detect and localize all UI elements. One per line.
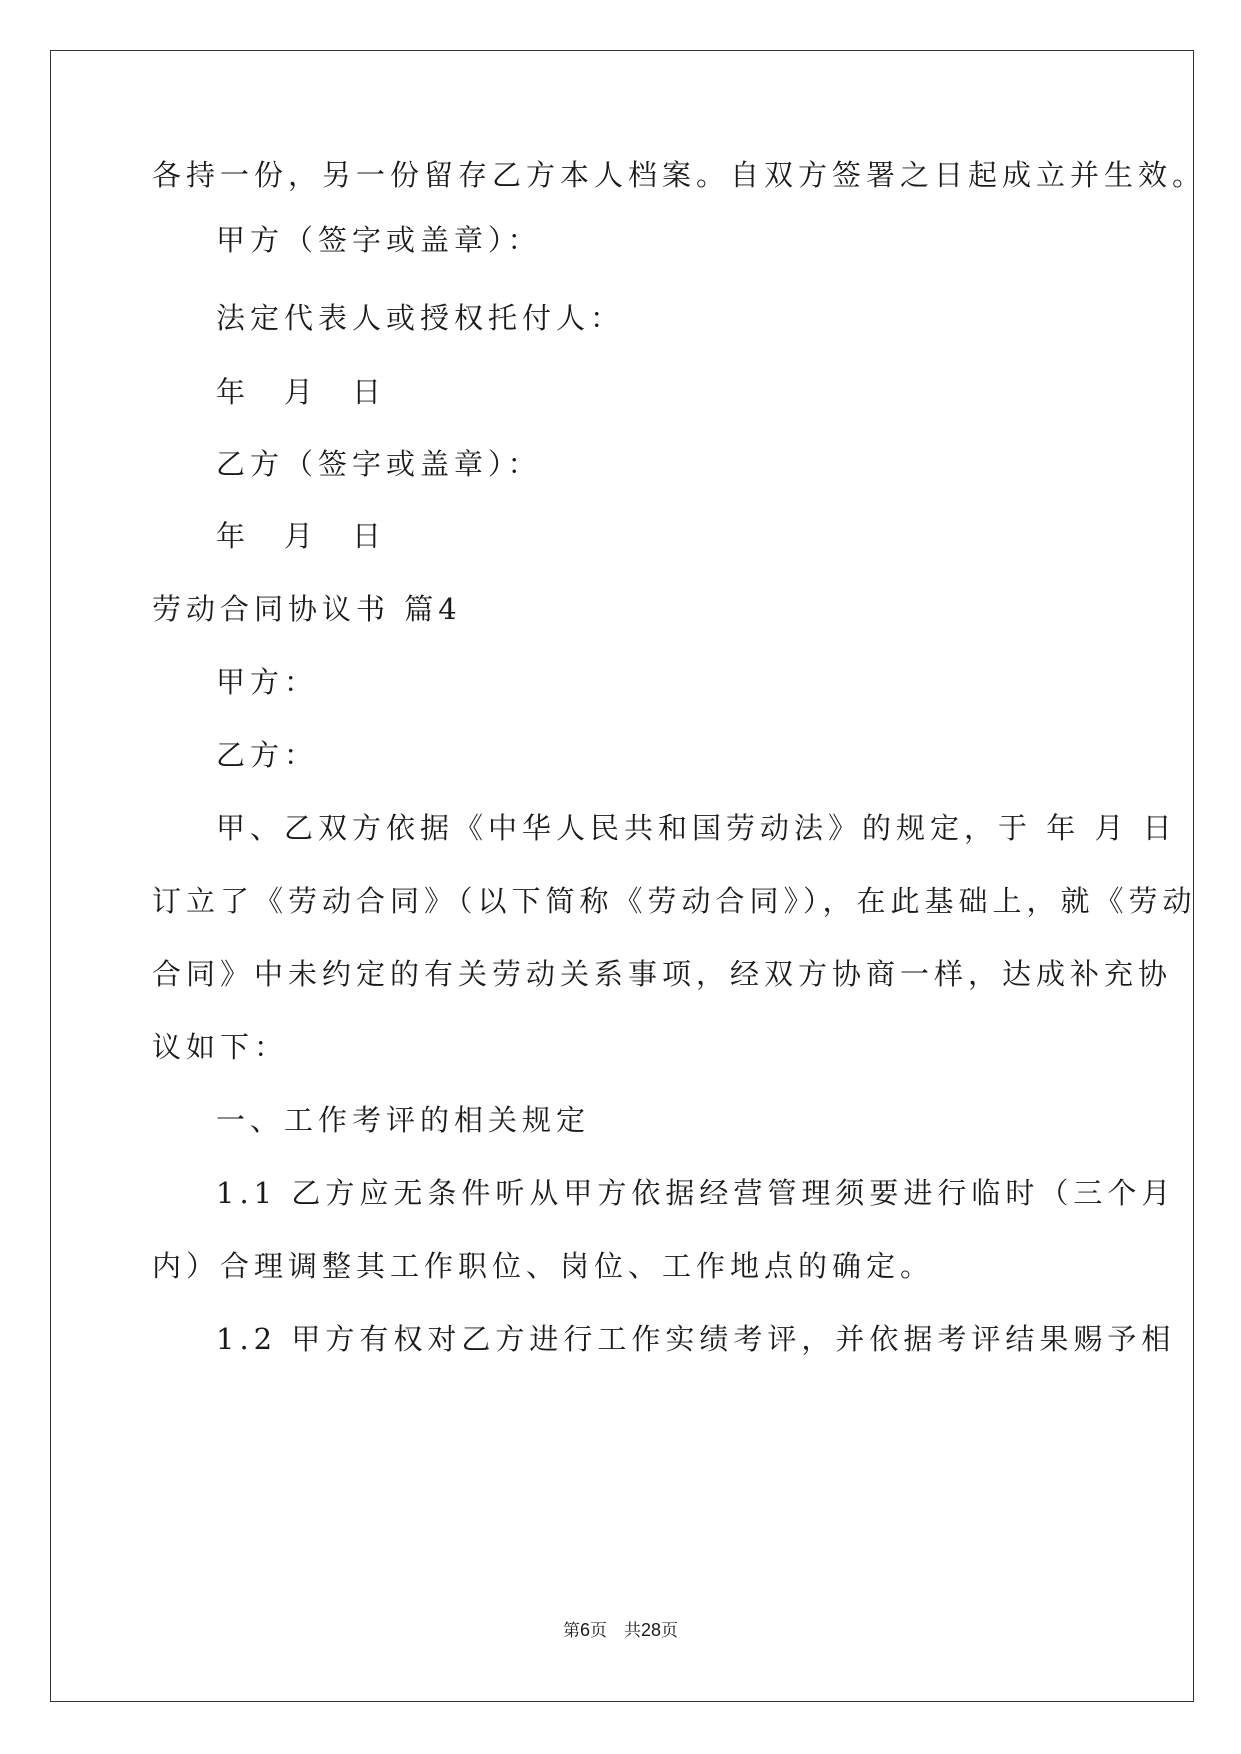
paragraph-line: 1.1 乙方应无条件听从甲方依据经营管理须要进行临时（三个月 [216,1176,1176,1210]
footer-page-suffix: 页 [589,1621,607,1641]
footer-prefix: 第 [562,1621,580,1641]
clause-heading: 一、工作考评的相关规定 [216,1103,591,1137]
party-a-line: 甲方： [216,665,319,699]
date-line: 年 月 日 [216,519,387,553]
paragraph-line: 1.2 甲方有权对乙方进行工作实绩考评，并依据考评结果赐予相 [216,1322,1176,1356]
party-b-signature-line: 乙方（签字或盖章）： [216,447,542,481]
paragraph-line: 订立了《劳动合同》（以下简称《劳动合同》），在此基础上，就《劳动 [152,884,1197,918]
party-b-line: 乙方： [216,738,319,772]
footer-total-prefix: 共 [623,1621,641,1641]
page-footer [0,1618,1241,1643]
total-page-count: 28 [640,1620,662,1640]
paragraph-line: 内）合理调整其工作职位、岗位、工作地点的确定。 [152,1249,935,1283]
current-page-number: 6 [579,1620,590,1640]
paragraph-line: 甲、乙双方依据《中华人民共和国劳动法》的规定，于 年 月 日 [216,811,1177,845]
legal-representative-line: 法定代表人或授权托付人： [216,301,625,335]
paragraph-line: 各持一份，另一份留存乙方本人档案。自双方签署之日起成立并生效。 [152,158,1207,192]
paragraph-line: 合同》中未约定的有关劳动关系事项，经双方协商一样，达成补充协 [152,957,1173,991]
party-a-signature-line: 甲方（签字或盖章）： [216,223,542,257]
section-heading: 劳动合同协议书 篇4 [152,592,462,626]
paragraph-line: 议如下： [152,1030,289,1064]
footer-total-suffix: 页 [661,1621,679,1641]
date-line: 年 月 日 [216,375,387,409]
